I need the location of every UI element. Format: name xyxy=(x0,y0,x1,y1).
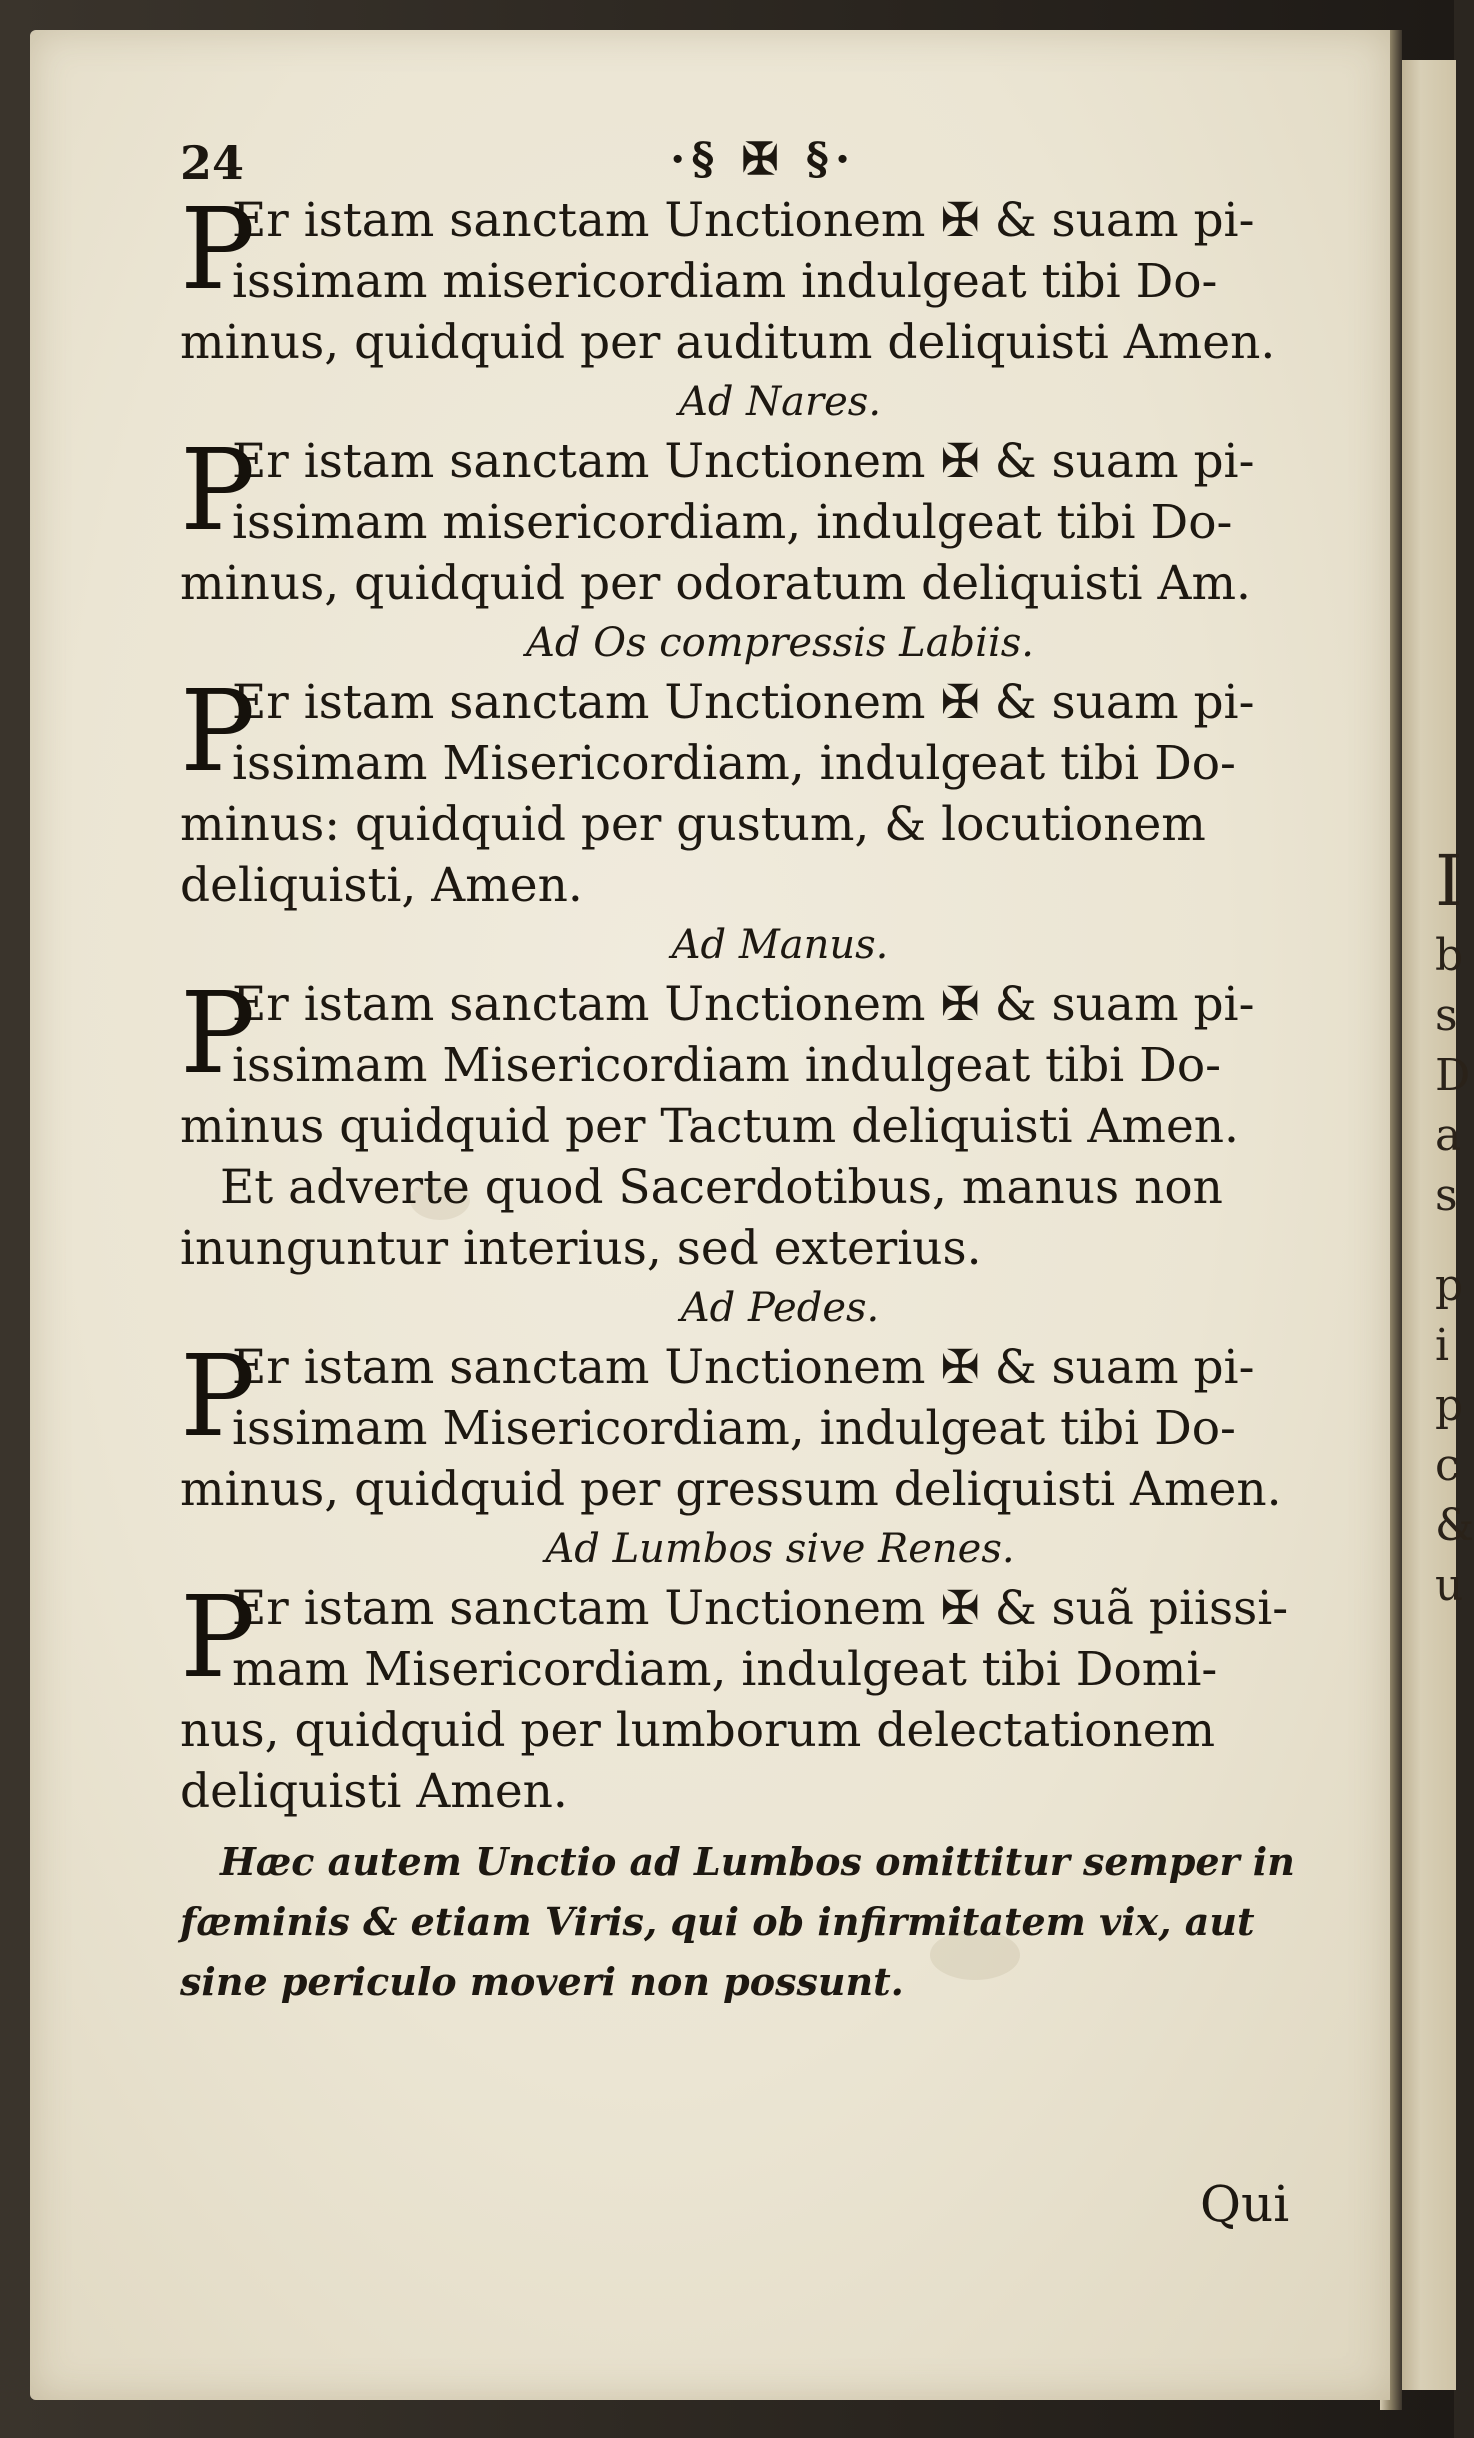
text-line: minus, quidquid per gressum deliquisti Amen. xyxy=(180,1462,1282,1517)
text-line: Er istam sanctam Unctionem ✠ & suã piissi- xyxy=(232,1581,1289,1636)
prayer-paragraph xyxy=(180,969,1380,1279)
catchword: Qui xyxy=(1200,2175,1290,2233)
page-number: 24 xyxy=(180,136,245,190)
drop-cap: P xyxy=(180,1332,256,1462)
prayer-paragraph xyxy=(180,667,1380,916)
facing-page-letter: I xyxy=(1435,840,1463,922)
text-line: inunguntur interius, sed exterius. xyxy=(180,1221,982,1276)
facing-page-letter: p xyxy=(1435,1260,1464,1311)
drop-cap: P xyxy=(180,426,256,556)
section-heading: Ad Lumbos sive Renes. xyxy=(545,1526,1015,1572)
section-heading: Ad Nares. xyxy=(678,379,882,425)
text-line: minus, quidquid per auditum deliquisti Amen. xyxy=(180,315,1276,370)
facing-page-letter: D xyxy=(1435,1050,1471,1101)
text-line: issimam misericordiam indulgeat tibi Do- xyxy=(232,254,1218,309)
note-line: sine periculo moveri non possunt. xyxy=(180,1959,904,2004)
facing-page-letter: s xyxy=(1435,990,1458,1041)
text-line: nus, quidquid per lumborum delectationem xyxy=(180,1703,1216,1758)
facing-page-letter: & xyxy=(1435,1500,1474,1551)
text-line: deliquisti Amen. xyxy=(180,1764,568,1819)
text-line: Er istam sanctam Unctionem ✠ & suam pi- xyxy=(232,675,1255,730)
page-header xyxy=(180,120,1340,200)
text-line: issimam Misericordiam, indulgeat tibi Do- xyxy=(232,1401,1236,1456)
drop-cap: P xyxy=(180,667,256,797)
section-heading: Ad Os compressis Labiis. xyxy=(526,620,1034,666)
text-line: minus: quidquid per gustum, & locutionem xyxy=(180,797,1206,852)
section-heading: Ad Manus. xyxy=(671,922,889,968)
section-heading: Ad Pedes. xyxy=(680,1285,880,1331)
prayer-paragraph xyxy=(180,1332,1380,1520)
text-line: issimam misericordiam, indulgeat tibi Do- xyxy=(232,495,1233,550)
text-line: Et adverte quod Sacerdotibus, manus non xyxy=(220,1160,1223,1215)
note-line: fæminis & etiam Viris, qui ob infirmitatem vix, aut xyxy=(180,1899,1255,1944)
facing-page-letter: s xyxy=(1435,1170,1458,1221)
header-ornament: ·§ ✠ §· xyxy=(670,134,857,185)
text-line: minus quidquid per Tactum deliquisti Amen. xyxy=(180,1099,1239,1154)
facing-page-letter: a xyxy=(1435,1110,1462,1161)
text-line: minus, quidquid per odoratum deliquisti Am. xyxy=(180,556,1251,611)
page-text xyxy=(180,185,1380,2012)
facing-page-letter: c xyxy=(1435,1440,1460,1491)
facing-page-letter: i xyxy=(1435,1320,1450,1371)
text-line: Er istam sanctam Unctionem ✠ & suam pi- xyxy=(232,1340,1255,1395)
facing-page-letter: p xyxy=(1435,1380,1464,1431)
facing-page-edge xyxy=(1395,60,1474,2390)
drop-cap: P xyxy=(180,969,256,1099)
note-line: Hæc autem Unctio ad Lumbos omittitur semper in xyxy=(220,1839,1295,1884)
facing-page-letter: b xyxy=(1435,930,1464,981)
prayer-paragraph xyxy=(180,185,1380,373)
text-line: Er istam sanctam Unctionem ✠ & suam pi- xyxy=(232,434,1255,489)
text-line: mam Misericordiam, indulgeat tibi Domi- xyxy=(232,1642,1218,1697)
facing-page-letter: u xyxy=(1435,1560,1464,1611)
text-line: deliquisti, Amen. xyxy=(180,858,583,913)
drop-cap: P xyxy=(180,1573,256,1703)
drop-cap: P xyxy=(180,185,256,315)
prayer-paragraph xyxy=(180,1573,1380,1822)
text-line: issimam Misericordiam indulgeat tibi Do- xyxy=(232,1038,1221,1093)
text-line: Er istam sanctam Unctionem ✠ & suam pi- xyxy=(232,193,1255,248)
text-line: issimam Misericordiam, indulgeat tibi Do- xyxy=(232,736,1236,791)
prayer-paragraph xyxy=(180,426,1380,614)
text-line: Er istam sanctam Unctionem ✠ & suam pi- xyxy=(232,977,1255,1032)
rubric-note xyxy=(180,1832,1380,2012)
